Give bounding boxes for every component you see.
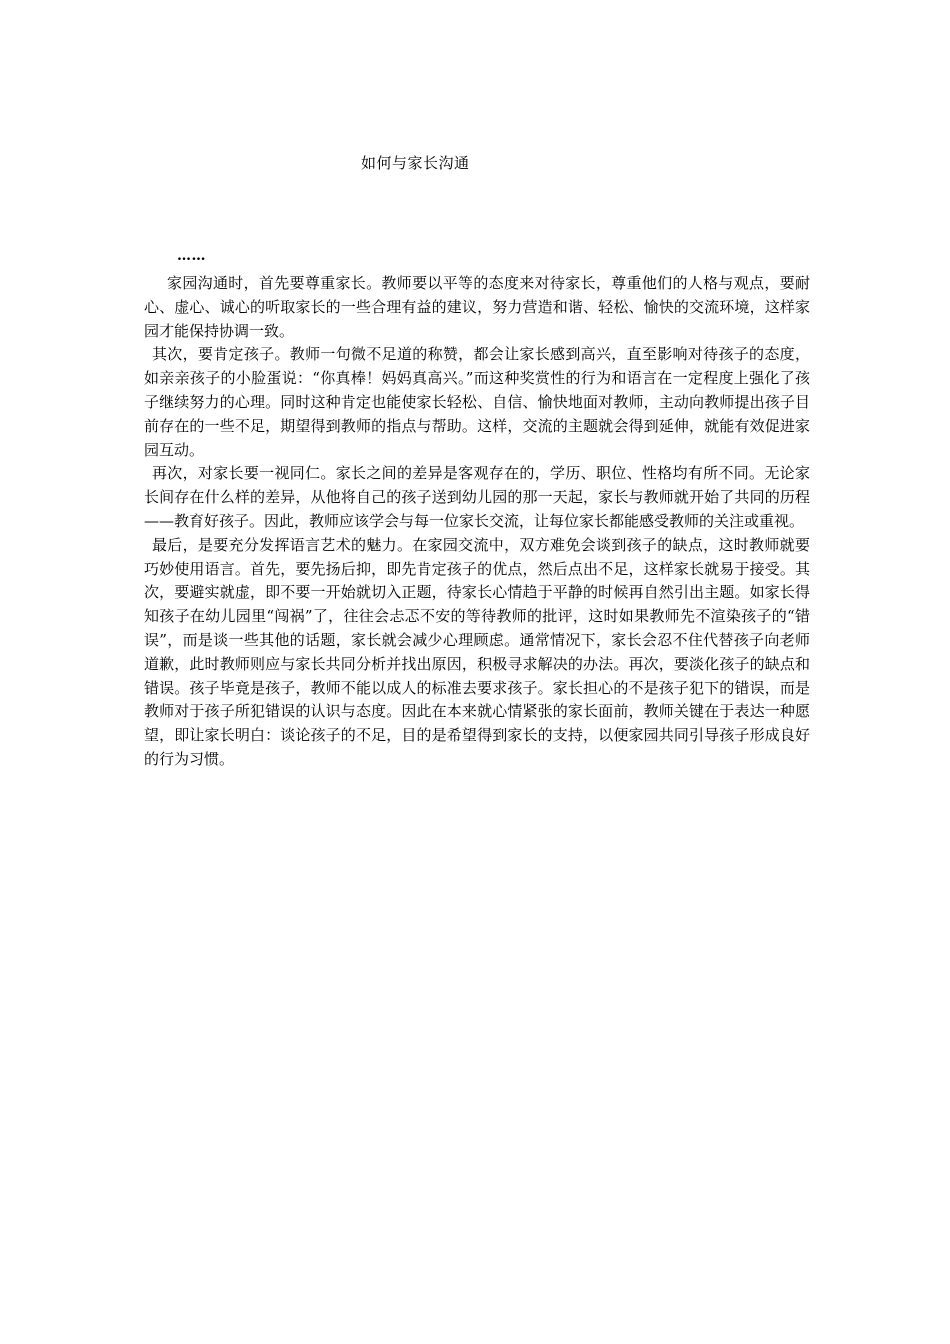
document-body <box>144 272 810 772</box>
paragraph-affirm-children: 其次，要肯定孩子。教师一句微不足道的称赞，都会让家长感到高兴，直至影响对待孩子的态度，如亲亲孩子的小脸蛋说：“你真棒！妈妈真高兴。”而这种奖赏性的行为和语言在一定程度上强化了孩子继续努力的心理。同时这种肯定也能使家长轻松、自信、愉快地面对教师，主动向教师提出孩子目前存在的一些不足，期望得到教师的指点与帮助。这样，交流的主题就会得到延伸，就能有效促进家园互动。 <box>144 345 810 459</box>
document-title: 如何与家长沟通 <box>361 154 470 172</box>
paragraph-respect-parents: 家园沟通时，首先要尊重家长。教师要以平等的态度来对待家长，尊重他们的人格与观点，要耐心、虚心、诚心的听取家长的一些合理有益的建议，努力营造和谐、轻松、愉快的交流环境，这样家园才能保持协调一致。 <box>144 274 810 340</box>
ellipsis-marker: …… <box>177 248 206 264</box>
paragraph-treat-equally: 再次，对家长要一视同仁。家长之间的差异是客观存在的，学历、职位、性格均有所不同。无论家长间存在什么样的差异，从他将自己的孩子送到幼儿园的那一天起，家长与教师就开始了共同的历程——教育好孩子。因此，教师应该学会与每一位家长交流，让每位家长都能感受教师的关注或重视。 <box>144 464 810 530</box>
paragraph-language-art: 最后，是要充分发挥语言艺术的魅力。在家园交流中，双方难免会谈到孩子的缺点，这时教师就要巧妙使用语言。首先，要先扬后抑，即先肯定孩子的优点，然后点出不足，这样家长就易于接受。其次，要避实就虚，即不要一开始就切入正题，待家长心情趋于平静的时候再自然引出主题。如家长得知孩子在幼儿园里“闯祸”了，往往会忐忑不安的等待教师的批评，这时如果教师先不渲染孩子的“错误”，而是谈一些其他的话题，家长就会减少心理顾虑。通常情况下，家长会忍不住代替孩子向老师道歉，此时教师则应与家长共同分析并找出原因，积极寻求解决的办法。再次，要淡化孩子的缺点和错误。孩子毕竟是孩子，教师不能以成人的标准去要求孩子。家长担心的不是孩子犯下的错误，而是教师对于孩子所犯错误的认识与态度。因此在本来就心情紧张的家长面前，教师关键在于表达一种愿望，即让家长明白：谈论孩子的不足，目的是希望得到家长的支持，以便家园共同引导孩子形成良好的行为习惯。 <box>144 535 810 768</box>
